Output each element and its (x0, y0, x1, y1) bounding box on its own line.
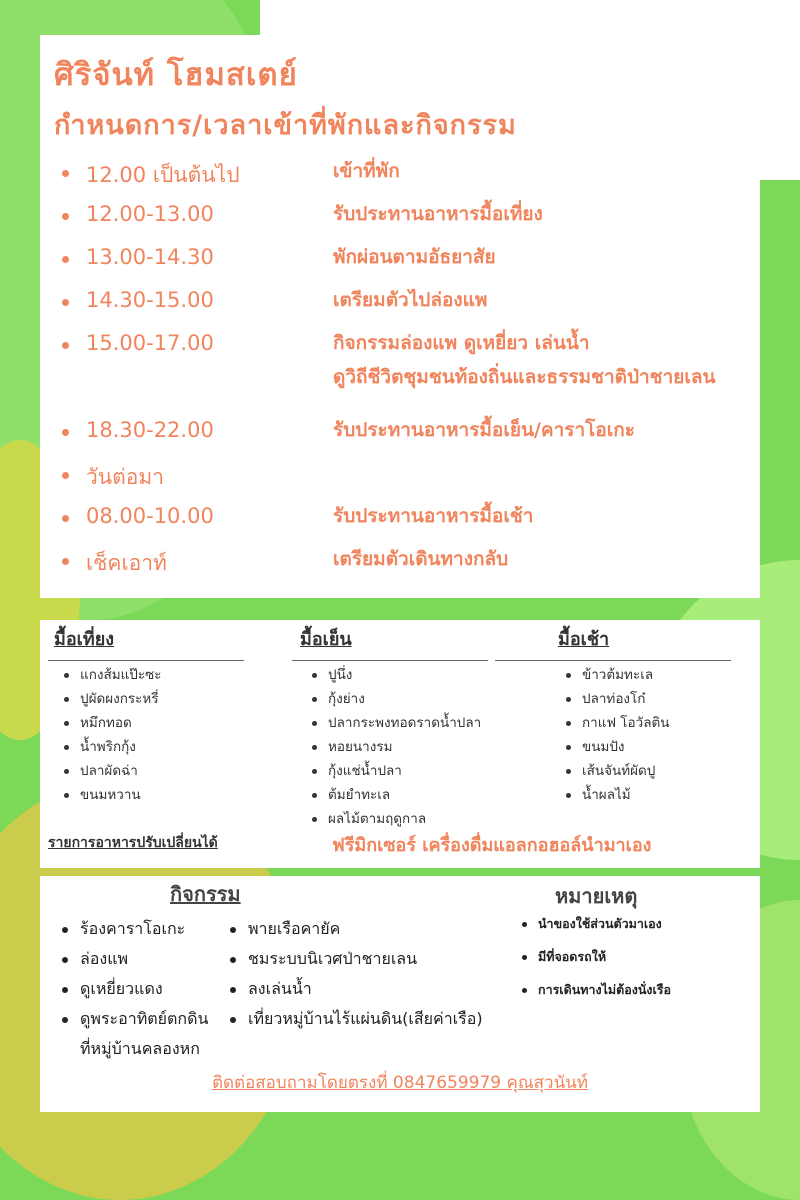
list-item: หอยนางรม (308, 735, 481, 759)
schedule-activity: รับประทานอาหารมื้อเช้า (333, 505, 534, 527)
list-item: ปลาผัดฉ่า (60, 759, 162, 783)
activities-list-1 (58, 914, 208, 1064)
list-item: หมึกทอด (60, 711, 162, 735)
menu-list-breakfast (562, 663, 670, 807)
schedule-item (58, 202, 758, 245)
list-item: ผลไม้ตามฤดูกาล (308, 807, 481, 831)
list-item: น้ำผลไม้ (562, 783, 670, 807)
schedule-activity-line: ดูวิถีชีวิตชุมชนท้องถิ่นและธรรมชาติป่าชายเลน (333, 366, 716, 388)
menu-note: รายการอาหารปรับเปลี่ยนได้ (48, 835, 218, 851)
list-item-continued: ที่หมู่บ้านคลองหก (80, 1039, 200, 1058)
list-item: การเดินทางไม่ต้องนั่งเรือ (518, 980, 671, 1013)
drinks-note: ฟรีมิกเซอร์ เครื่องดื่มแอลกอฮอล์นำมาเอง (332, 835, 652, 856)
schedule-item (58, 461, 758, 504)
schedule-item (58, 159, 758, 202)
schedule-activity: รับประทานอาหารมื้อเย็น/คาราโอเกะ (333, 419, 635, 441)
bullet-icon (62, 515, 69, 522)
schedule-item (58, 547, 758, 590)
list-item: พายเรือคายัค (226, 914, 483, 944)
schedule-time: 12.00-13.00 (86, 202, 214, 226)
schedule-panel (40, 35, 760, 598)
list-item: ปูผัดผงกระหรี่ (60, 687, 162, 711)
divider (48, 660, 244, 661)
schedule-activity: เตรียมตัวเดินทางกลับ (333, 548, 509, 570)
schedule-activity: รับประทานอาหารมื้อเที่ยง (333, 203, 543, 225)
schedule-activity: เตรียมตัวไปล่องแพ (333, 289, 488, 311)
schedule-activity: เข้าที่พัก (333, 160, 400, 182)
list-item: ชมระบบนิเวศป่าชายเลน (226, 944, 483, 974)
list-item: กุ้งแช่น้ำปลา (308, 759, 481, 783)
activities-list-2 (226, 914, 483, 1034)
list-item: มีที่จอดรถให้ (518, 947, 671, 980)
schedule-time: 14.30-15.00 (86, 288, 214, 312)
menu-heading: มื้อเย็น (300, 629, 352, 650)
divider (495, 660, 731, 661)
schedule-time: 08.00-10.00 (86, 504, 214, 528)
list-item: ดูเหยี่ยวแดง (58, 974, 208, 1004)
divider (292, 660, 488, 661)
list-item: น้ำพริกกุ้ง (60, 735, 162, 759)
schedule-time: 15.00-17.00 (86, 331, 214, 355)
schedule-time: 13.00-14.30 (86, 245, 214, 269)
menu-column-breakfast (558, 620, 609, 653)
list-item: เที่ยวหมู่บ้านไร้แผ่นดิน(เสียค่าเรือ) (226, 1004, 483, 1034)
list-item: ปูนึ่ง (308, 663, 481, 687)
menu-panel (40, 620, 760, 868)
bullet-icon (62, 472, 69, 479)
bullet-icon (62, 299, 69, 306)
bullet-icon (62, 256, 69, 263)
schedule-item (58, 504, 758, 547)
list-item: ร้องคาราโอเกะ (58, 914, 208, 944)
schedule-activity (333, 326, 716, 394)
menu-heading: มื้อเที่ยง (54, 629, 115, 650)
menu-list-dinner (308, 663, 481, 831)
list-item: ปลากระพงทอดราดน้ำปลา (308, 711, 481, 735)
menu-heading: มื้อเช้า (558, 629, 610, 650)
list-item: แกงส้มแป๊ะซะ (60, 663, 162, 687)
schedule-activity: พักผ่อนตามอัธยาสัย (333, 246, 496, 268)
menu-column-lunch (54, 620, 114, 653)
notes-heading: หมายเหตุ (555, 884, 638, 908)
schedule-time: 12.00 เป็นต้นไป (86, 163, 240, 187)
list-item: ขนมหวาน (60, 783, 162, 807)
menu-column-dinner (300, 620, 352, 653)
schedule-item (58, 331, 758, 418)
list-item: ปลาท่องโก๋ (562, 687, 670, 711)
activities-heading: กิจกรรม (170, 882, 241, 906)
schedule-time: เช็คเอาท์ (86, 551, 167, 575)
list-item: ขนมปัง (562, 735, 670, 759)
schedule-time: วันต่อมา (86, 465, 165, 489)
bullet-icon (62, 342, 69, 349)
schedule-item (58, 418, 758, 461)
page-title: ศิริจันท์ โฮมสเตย์ (54, 57, 298, 93)
schedule-activity-line: กิจกรรมล่องแพ ดูเหยี่ยว เล่นน้ำ (333, 332, 590, 354)
list-item: ต้มยำทะเล (308, 783, 481, 807)
page-subtitle: กำหนดการ/เวลาเข้าที่พักและกิจกรรม (54, 110, 517, 141)
list-item: ล่องแพ (58, 944, 208, 974)
schedule-item (58, 288, 758, 331)
schedule-time: 18.30-22.00 (86, 418, 214, 442)
menu-list-lunch (60, 663, 162, 807)
bullet-icon (62, 213, 69, 220)
list-item: กาแฟ โอวัลติน (562, 711, 670, 735)
list-item: นำของใช้ส่วนตัวมาเอง (518, 914, 671, 947)
schedule-list (58, 159, 758, 590)
list-item: เส้นจันท์ผัดปู (562, 759, 670, 783)
notes-list (518, 914, 671, 1013)
activities-panel (40, 876, 760, 1112)
contact-link[interactable]: ติดต่อสอบถามโดยตรงที่ 0847659979 คุณสุวนันท์ (211, 1073, 589, 1093)
schedule-item (58, 245, 758, 288)
bullet-icon (62, 170, 69, 177)
list-item: ลงเล่นน้ำ (226, 974, 483, 1004)
bullet-icon (62, 558, 69, 565)
list-item: กุ้งย่าง (308, 687, 481, 711)
list-item: ข้าวต้มทะเล (562, 663, 670, 687)
list-item: ดูพระอาทิตย์ตกดิน (58, 1004, 208, 1034)
bullet-icon (62, 429, 69, 436)
